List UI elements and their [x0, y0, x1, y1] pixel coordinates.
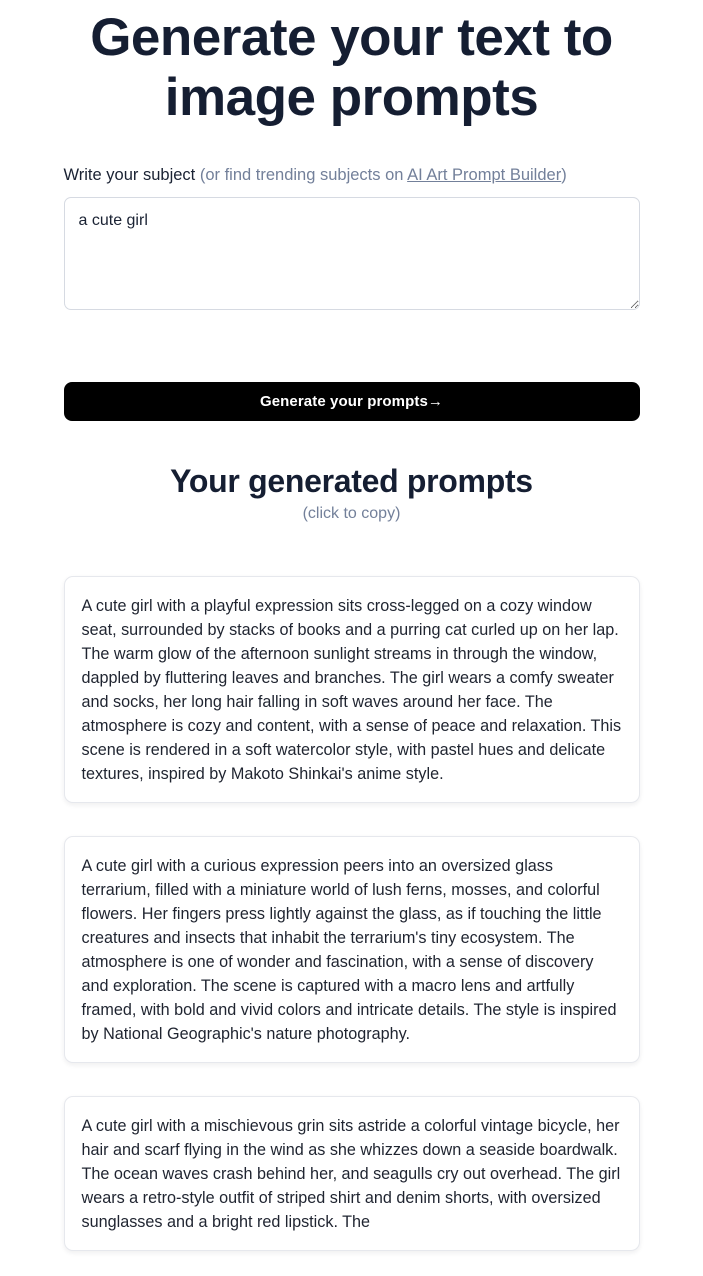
prompt-form [64, 128, 640, 421]
results-header [64, 421, 640, 525]
page-title: Generate your text to image prompts [90, 8, 613, 127]
prompt-text: A cute girl with a playful expression sits cross-legged on a cozy window seat, surrounded by stacks of books and a purring cat curled up on her lap. The warm glow of the afternoon sunlight streams in through the window, dappled by fluttering leaves and branches. The girl wears a comfy sweater and socks, her long hair falling in soft waves around her face. The atmosphere is cozy and content, with a sense of peace and relaxation. This scene is rendered in a soft watercolor style, with pastel hues and delicate textures, inspired by Makoto Shinkai's anime style. [81, 597, 622, 783]
subject-label-main: Write your subject [63, 166, 196, 184]
subject-label [64, 164, 640, 186]
prompt-card[interactable] [64, 1096, 640, 1251]
subject-label-hint-open: (or find trending subjects on [195, 166, 408, 184]
ai-art-prompt-builder-link[interactable]: AI Art Prompt Builder [407, 166, 562, 184]
results-title: Your generated prompts [170, 463, 533, 499]
subject-input[interactable] [64, 197, 640, 310]
results-subtitle: (click to copy) [302, 505, 401, 522]
generate-prompts-button[interactable]: Generate your prompts→ [64, 382, 640, 421]
prompt-text: A cute girl with a mischievous grin sits astride a colorful vintage bicycle, her hair and scarf flying in the wind as she whizzes down a seaside boardwalk. The ocean waves crash behind her, and seagulls cry out overhead. The girl wears a retro-style outfit of striped shirt and denim shorts, with oversized sunglasses and a bright red lipstick. The [81, 1117, 621, 1231]
prompt-text: A cute girl with a curious expression peers into an oversized glass terrarium, filled with a miniature world of lush ferns, mosses, and colorful flowers. Her fingers press lightly against the glass, as if touching the little creatures and insects that inhabit the terrarium's tiny ecosystem. The atmosphere is one of wonder and fascination, with a sense of discovery and exploration. The scene is captured with a macro lens and artfully framed, with bold and vivid colors and intricate details. The style is inspired by National Geographic's nature photography. [81, 857, 617, 1043]
subject-label-hint-close: ) [561, 166, 567, 184]
prompt-card-list [64, 525, 640, 1251]
prompt-card[interactable] [64, 836, 640, 1063]
prompt-card[interactable] [64, 576, 640, 803]
